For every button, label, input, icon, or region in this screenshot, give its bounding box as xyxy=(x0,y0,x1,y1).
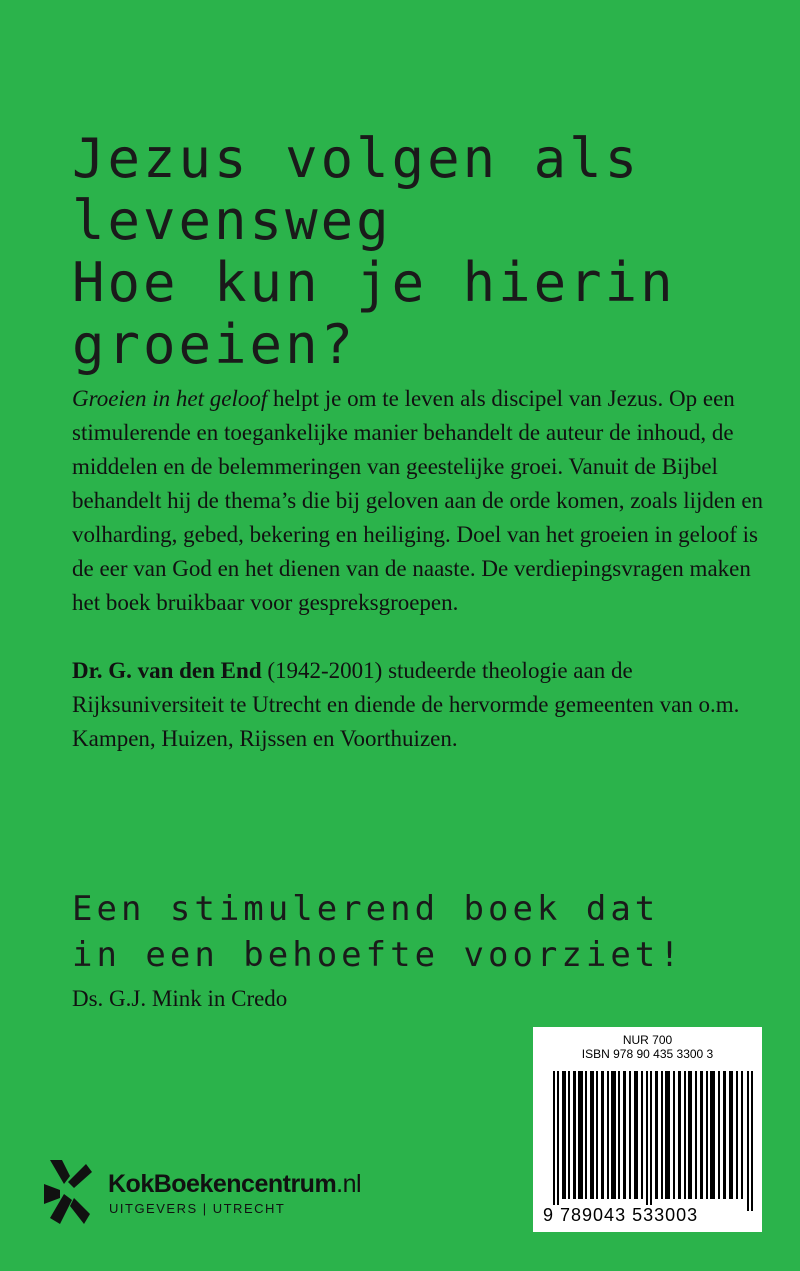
publisher-logo-icon xyxy=(40,1154,96,1232)
publisher-subtitle: UITGEVERS | UTRECHT xyxy=(109,1201,286,1216)
nur-code: NUR 700 xyxy=(622,1033,673,1047)
author-name: Dr. G. van den End xyxy=(72,658,262,683)
book-title: Groeien in het geloof xyxy=(72,386,268,411)
headline-line: Jezus volgen als xyxy=(72,127,641,190)
author-bio: (1942-2001) studeerde theologie aan de Rijksuniversiteit te Utrecht en diende de hervormde gemeenten van o.m. Kampen, Huizen, Rijssen en Voorthuizen. xyxy=(72,658,740,751)
headline-line: groeien? xyxy=(72,313,357,376)
publisher-name: KokBoekencentrum.nl xyxy=(108,1170,362,1198)
description-paragraph xyxy=(72,382,772,620)
headline-line: Hoe kun je hierin xyxy=(72,251,676,314)
barcode xyxy=(533,1027,762,1232)
description-text: helpt je om te leven als discipel van Jezus. Op een stimulerende en toegankelijke manier behandelt de auteur de inhoud, de middelen en de belemmeringen van geestelijke groei. Vanuit de Bijbel behandelt hij de thema’s die bij geloven aan de orde komen, zoals lijden en volharding, gebed, bekering en heiliging. Doel van het groeien in geloof is de eer van God en het dienen van de naaste. De verdiepingsvragen maken het boek bruikbaar voor gespreksgroepen. xyxy=(72,386,764,615)
review-quote xyxy=(72,886,772,978)
isbn-text: ISBN 978 90 435 3300 3 xyxy=(581,1047,714,1061)
blurb xyxy=(72,382,772,756)
quote-line: Een stimulerend boek dat xyxy=(72,889,660,929)
barcode-digits: 9 789043 533003 xyxy=(543,1205,699,1225)
headline-line: levensweg xyxy=(72,189,392,252)
author-paragraph xyxy=(72,654,772,756)
quote-source: Ds. G.J. Mink in Credo xyxy=(72,986,288,1011)
barcode-bars xyxy=(553,1071,753,1211)
headline xyxy=(72,128,762,376)
quote-line: in een behoefte voorziet! xyxy=(72,935,684,975)
